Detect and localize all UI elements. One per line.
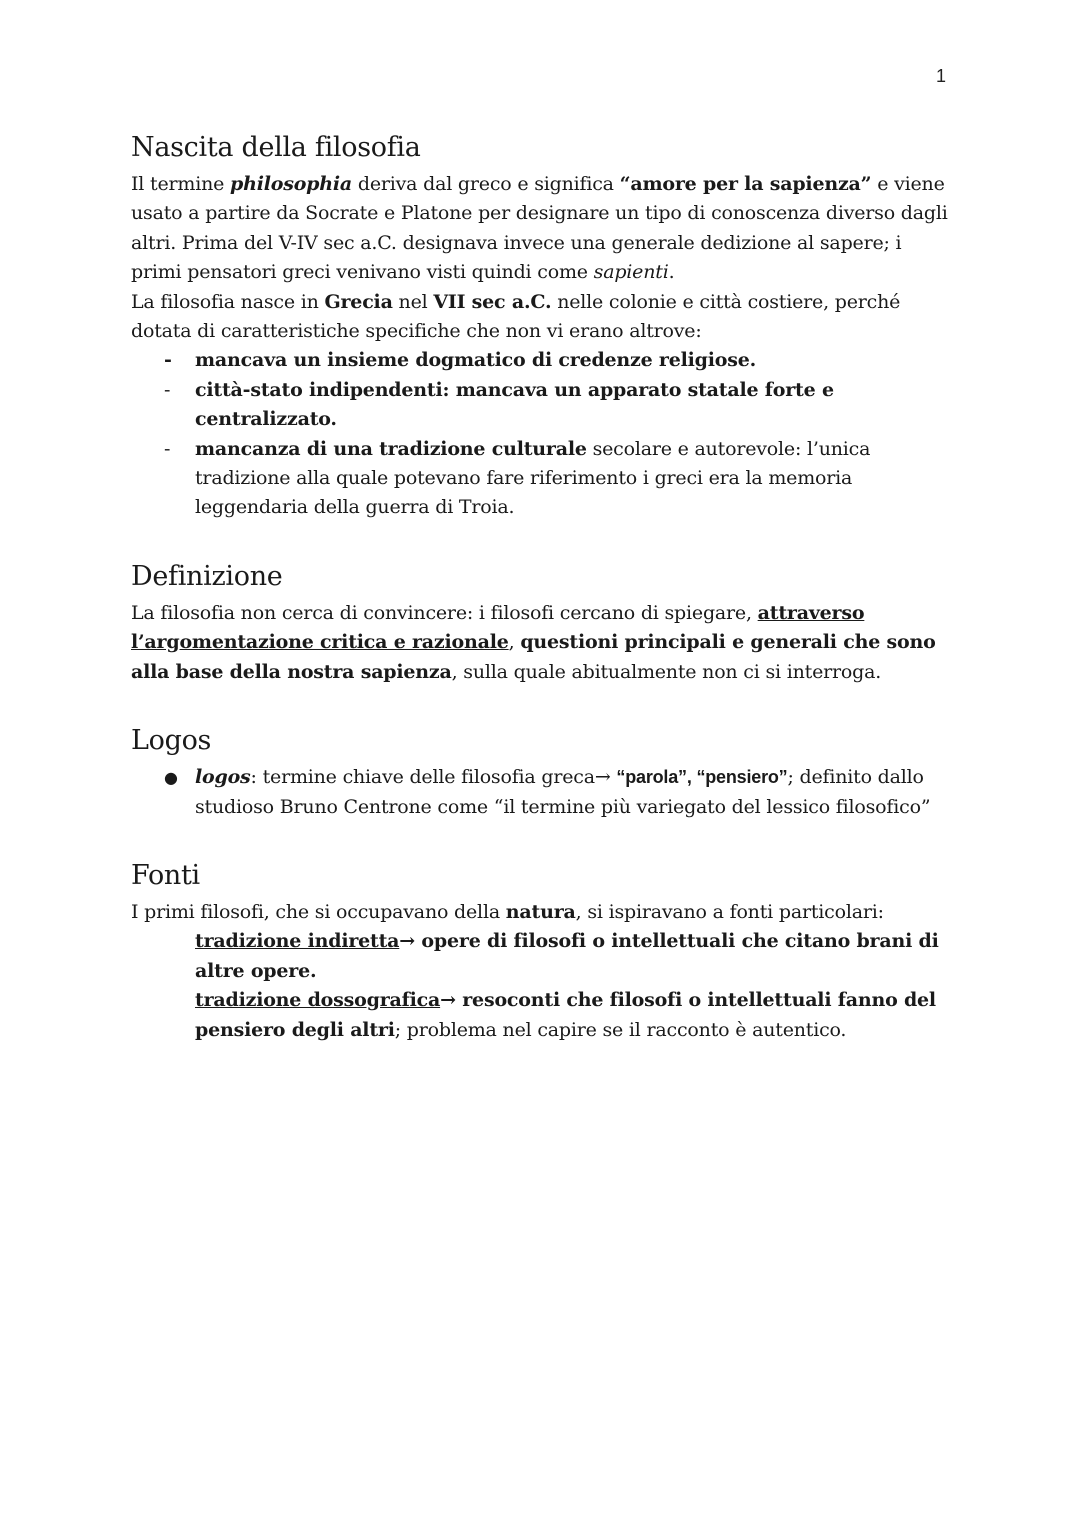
text-run: sapienti [593,261,669,284]
text-run: , sulla quale abitualmente non ci si interroga. [451,660,882,683]
list-item [164,376,951,435]
text-run: , [508,631,521,654]
text-run: tradizione dossografica [195,989,441,1012]
section-nascita [131,128,951,523]
section-definizione [131,557,951,687]
text-run: mancava un insieme dogmatico di credenze religiose. [195,349,757,372]
list-caratteristiche [164,346,951,522]
text-run: : termine chiave delle filosofia greca→ [250,766,617,789]
section-title-logos: Logos [131,725,212,757]
text-run: nelle colonie e città costiere, perché dotata di caratteristiche specifiche che non vi erano altrove: [131,290,901,343]
text-run: mancanza di una tradizione culturale [195,437,587,460]
text-run: philosophia [230,173,353,195]
text-run: città-stato indipendenti: mancava un apparato statale forte e centralizzato. [195,378,834,431]
section-title-fonti: Fonti [131,859,200,891]
text-run: deriva dal greco e significa [352,173,620,195]
text-run: “amore per la sapienza” [619,173,872,195]
page-number: 1 [935,66,946,86]
text-run: ; definito dallo studioso Bruno Centrone come “il termine più variegato del lessico filosofico” [195,766,931,818]
bullet-marker: ● [164,768,178,788]
text-run: Grecia [324,290,393,313]
list-item [164,435,951,523]
text-run: → resoconti che filosofi o intellettuali fanno del pensiero degli altri [195,989,936,1041]
paragraph-fonti-item-2 [195,986,951,1045]
list-item [164,346,951,375]
paragraph-definizione [131,599,951,687]
list-logos [164,763,951,822]
text-run: VII sec a.C. [433,290,552,313]
section-title-definizione: Definizione [131,560,283,592]
text-run: tradizione indiretta [195,930,400,953]
section-title-nascita: Nascita della filosofia [131,132,421,163]
dash-marker: - [164,349,172,372]
text-run: attraverso l’argomentazione critica e razionale [131,601,865,654]
text-run: questioni principali e generali che sono alla base della nostra sapienza [131,631,936,683]
text-run: natura [505,900,576,923]
paragraph-fonti-item-1 [195,927,951,986]
list-item [164,763,951,822]
paragraph-nascita-1 [131,170,951,288]
paragraph-fonti-intro [131,898,951,927]
dash-marker: - [164,378,171,401]
text-run: I primi filosofi, che si occupavano della [131,900,506,923]
dash-marker: - [164,437,171,460]
text-run: logos [195,766,251,789]
section-logos [131,721,951,822]
text-run: . [668,261,675,284]
text-run: “parola”, “pensiero” [616,767,788,788]
text-run: → opere di filosofi o intellettuali che citano brani di altre opere. [195,930,939,982]
text-run: e viene usato a partire da Socrate e Platone per designare un tipo di conoscenza diverso dagli altri. Prima del V-IV sec a.C. designava invece una generale dedizione al sapere; i primi pensatori greci venivano visti quindi come [131,173,948,284]
text-run: secolare e autorevole: l’unica tradizione alla quale potevano fare riferimento i greci era la memoria leggendaria della guerra di Troia. [195,437,871,519]
text-run: , si ispiravano a fonti particolari: [575,900,884,923]
text-run: La filosofia nasce in [131,290,325,313]
section-fonti [131,856,951,1045]
document-content [131,128,951,1069]
text-run: ; problema nel capire se il racconto è autentico. [394,1018,847,1041]
paragraph-nascita-2 [131,288,951,347]
text-run: La filosofia non cerca di convincere: i filosofi cercano di spiegare, [131,601,758,624]
text-run: nel [392,290,434,313]
text-run: Il termine [131,173,230,195]
